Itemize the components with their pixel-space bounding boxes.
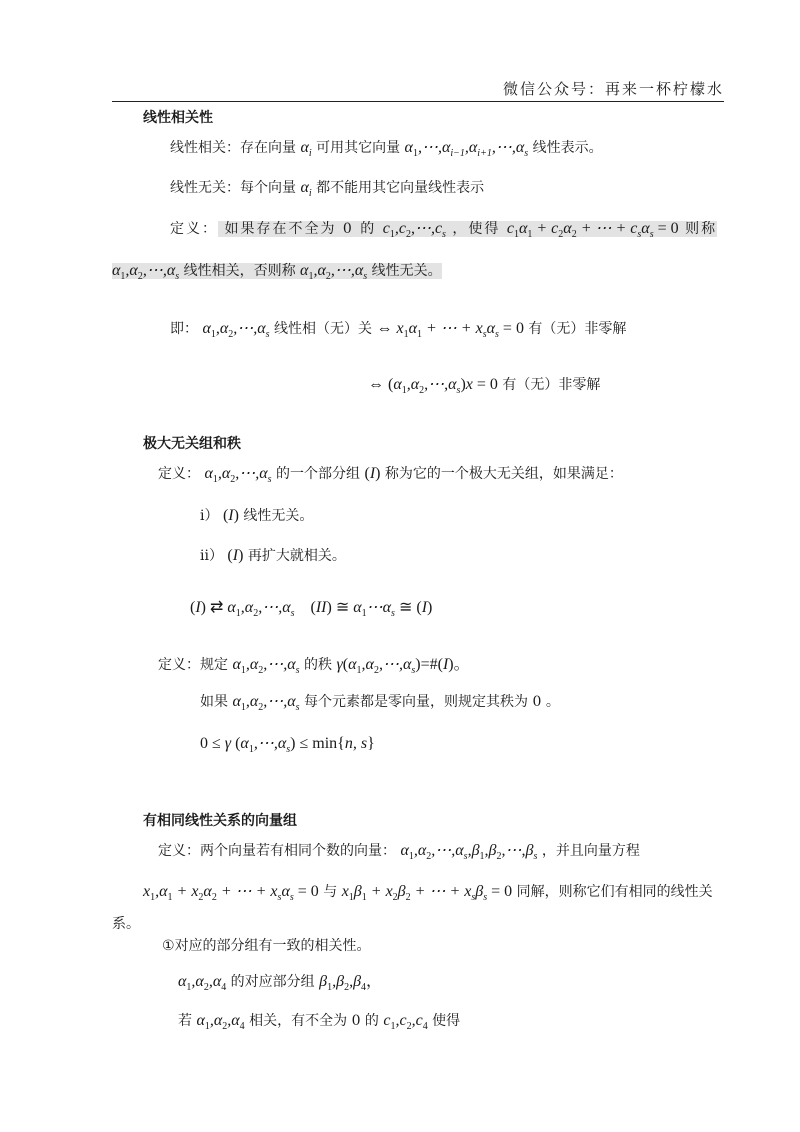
- formula-alpha-i-2: $\alpha_i$: [300, 179, 312, 200]
- cond1-text: 线性无关。: [243, 508, 314, 524]
- rank-label: 定义：: [158, 657, 200, 673]
- same-eq-text1: 与: [323, 884, 338, 900]
- formula-alpha-set-5: $\alpha_1,\alpha_2,\cdots,\alpha_s$: [232, 656, 300, 677]
- linear-dependence-line: [170, 137, 603, 159]
- ie-label: 即：: [170, 321, 198, 337]
- condition-1: [200, 505, 313, 525]
- formula-linear-combination: $c_1\alpha_1 + c_2\alpha_2$ + ⋯ + $c_s\alpha_s = 0$: [506, 220, 679, 241]
- item-1-line: [162, 935, 371, 955]
- def-text1: 如果存在不全为 0 的: [224, 221, 377, 237]
- def-text2: ，使得: [452, 221, 501, 237]
- equivalence-line-2: [368, 374, 600, 396]
- formula-equivalence: (I) ⇄ $\alpha_1,\alpha_2,\cdots,\alpha_s$ (II) ≅ $\alpha_1\cdots\alpha_s$ ≅ (I): [190, 599, 433, 620]
- section-title-linear: 线性相关性: [143, 110, 213, 126]
- same-if-text3: 使得: [432, 1013, 461, 1029]
- def-text4: 线性相关，否则称: [183, 263, 296, 279]
- same-def-label: 定义：: [158, 843, 200, 859]
- linear-independence-line: [170, 177, 484, 199]
- section-title-same: 有相同线性关系的向量组: [143, 813, 297, 829]
- maximal-def-label: 定义：: [158, 466, 200, 482]
- same-if-text1: 若: [178, 1013, 192, 1029]
- rank-text1: 规定: [200, 657, 228, 673]
- formula-matrix-equation: ⇔ $(\alpha_1,\alpha_2,\cdots,\alpha_s)x = 0$: [368, 376, 498, 397]
- formula-beta-equation: $x_1\beta_1 + x_2\beta_2$ + ⋯ + $x_s\beta_s = 0$: [341, 883, 513, 904]
- formula-rank: $\gamma(\alpha_1,\alpha_2,\cdots,\alpha_s)=\#(I)$。: [336, 656, 470, 677]
- header-rule: [112, 101, 724, 102]
- formula-alpha-i: $\alpha_i$: [300, 139, 312, 160]
- formula-alpha-set-4: $\alpha_1,\alpha_2,\cdots,\alpha_s$: [204, 465, 272, 486]
- ie-text1: 线性相（无）关: [274, 321, 373, 337]
- maximal-def-text2: 称为它的一个极大无关组，如果满足：: [384, 466, 623, 482]
- definition-line-2: [112, 260, 442, 282]
- same-eq-text2: 同解，则称它们有相同的线性关: [516, 884, 713, 900]
- condition-2: [200, 545, 346, 565]
- maximal-definition-line: [158, 463, 623, 485]
- def-text3: 则称: [685, 221, 718, 237]
- same-def-text1: 两个向量若有相同个数的向量：: [200, 843, 396, 859]
- item1-circle: ①: [162, 938, 175, 954]
- if-text1: 如果: [200, 694, 228, 710]
- ind-text1: 每个向量: [240, 180, 296, 196]
- formula-alpha-beta-list: $\alpha_1,\alpha_2,\cdots,\alpha_s,\beta_1,\beta_2,\cdots,\beta_s$: [400, 842, 538, 863]
- subgroup-line: [178, 968, 382, 993]
- cond2-text: 再扩大就相关。: [247, 548, 346, 564]
- def-text5: 线性无关。: [371, 263, 442, 279]
- same-def-text2: ，并且向量方程: [541, 843, 640, 859]
- dep-label: 线性相关：: [170, 140, 240, 156]
- cond1-label: i）: [200, 508, 219, 524]
- ie-text2: 有（无）非零解: [528, 321, 627, 337]
- page-header: 微信公众号：再来一杯柠檬水: [502, 80, 724, 98]
- formula-rank-bound: 0 ≤ γ $(\alpha_1,\cdots,\alpha_s) \le \min\{n$, s}: [200, 735, 375, 756]
- ind-label: 线性无关：: [170, 180, 240, 196]
- maximal-def-text1: 的一个部分组: [276, 466, 361, 482]
- formula-alpha-set-1: $\alpha_1,\alpha_2,\cdots,\alpha_s$: [112, 262, 180, 283]
- if-text2: 每个元素都是零向量，则规定其秩为 0 。: [304, 694, 560, 710]
- ind-text2: 都不能用其它向量线性表示: [316, 180, 485, 196]
- formula-alpha-set-6: $\alpha_1,\alpha_2,\cdots,\alpha_s$: [232, 693, 300, 714]
- zero-rank-line: [200, 691, 560, 713]
- formula-alpha-sub-2: $\alpha_1,\alpha_2,\alpha_4$: [196, 1012, 245, 1033]
- eq-text: 有（无）非零解: [502, 377, 601, 393]
- formula-c-list: $c_1,c_2,\cdots,c_s$: [382, 220, 446, 241]
- formula-beta-sub: $\beta_1,\beta_2,\beta_4$，: [319, 973, 383, 994]
- formula-alpha-equation: $x_1,\alpha_1 + x_2\alpha_2$ + ⋯ + $x_s\alpha_s = 0$: [143, 883, 319, 904]
- formula-alpha-sub: $\alpha_1,\alpha_2,\alpha_4$: [178, 973, 227, 994]
- formula-alpha-set-3: $\alpha_1,\alpha_2,\cdots,\alpha_s$: [202, 320, 270, 341]
- rank-text2: 的秩: [304, 657, 333, 673]
- sub-text: 的对应部分组: [230, 974, 315, 990]
- formula-equation-x: ⇔ $x_1\alpha_1$ + ⋯ + $x_s\alpha_s = 0$: [376, 320, 524, 341]
- section-title-maximal: 极大无关组和秩: [143, 436, 241, 452]
- formula-alpha-set-2: $\alpha_1,\alpha_2,\cdots,\alpha_s$: [300, 262, 368, 283]
- same-definition-line: [158, 840, 640, 862]
- rank-bound-line: [200, 733, 375, 755]
- same-eq-text3: 系。: [112, 916, 140, 932]
- formula-c-sub: $c_1,c_2,c_4$: [383, 1012, 428, 1033]
- equivalence-line-1: [170, 318, 626, 340]
- dep-text1: 存在向量: [240, 140, 296, 156]
- dep-text3: 线性表示。: [532, 140, 603, 156]
- same-if-text2: 相关，有不全为 0 的: [249, 1013, 379, 1029]
- def-label: 定义：: [170, 221, 218, 237]
- formula-group-I-3: (I): [227, 547, 244, 564]
- dependent-line: [178, 1010, 460, 1032]
- formula-group-I-2: (I): [222, 507, 239, 524]
- same-equation-line: [143, 881, 713, 903]
- dep-text2: 可用其它向量: [316, 140, 401, 156]
- formula-group-I: (I): [364, 465, 381, 482]
- item1-text: 对应的部分组有一致的相关性。: [174, 938, 371, 954]
- rank-definition-line: [158, 651, 470, 676]
- equivalence-relation-line: [190, 597, 432, 619]
- definition-line-1: [170, 218, 717, 240]
- cond2-label: ii）: [200, 548, 223, 564]
- formula-alpha-list: $\alpha_1,\cdots,\alpha_{i-1},\alpha_{i+1},\cdots,\alpha_s$: [404, 139, 529, 160]
